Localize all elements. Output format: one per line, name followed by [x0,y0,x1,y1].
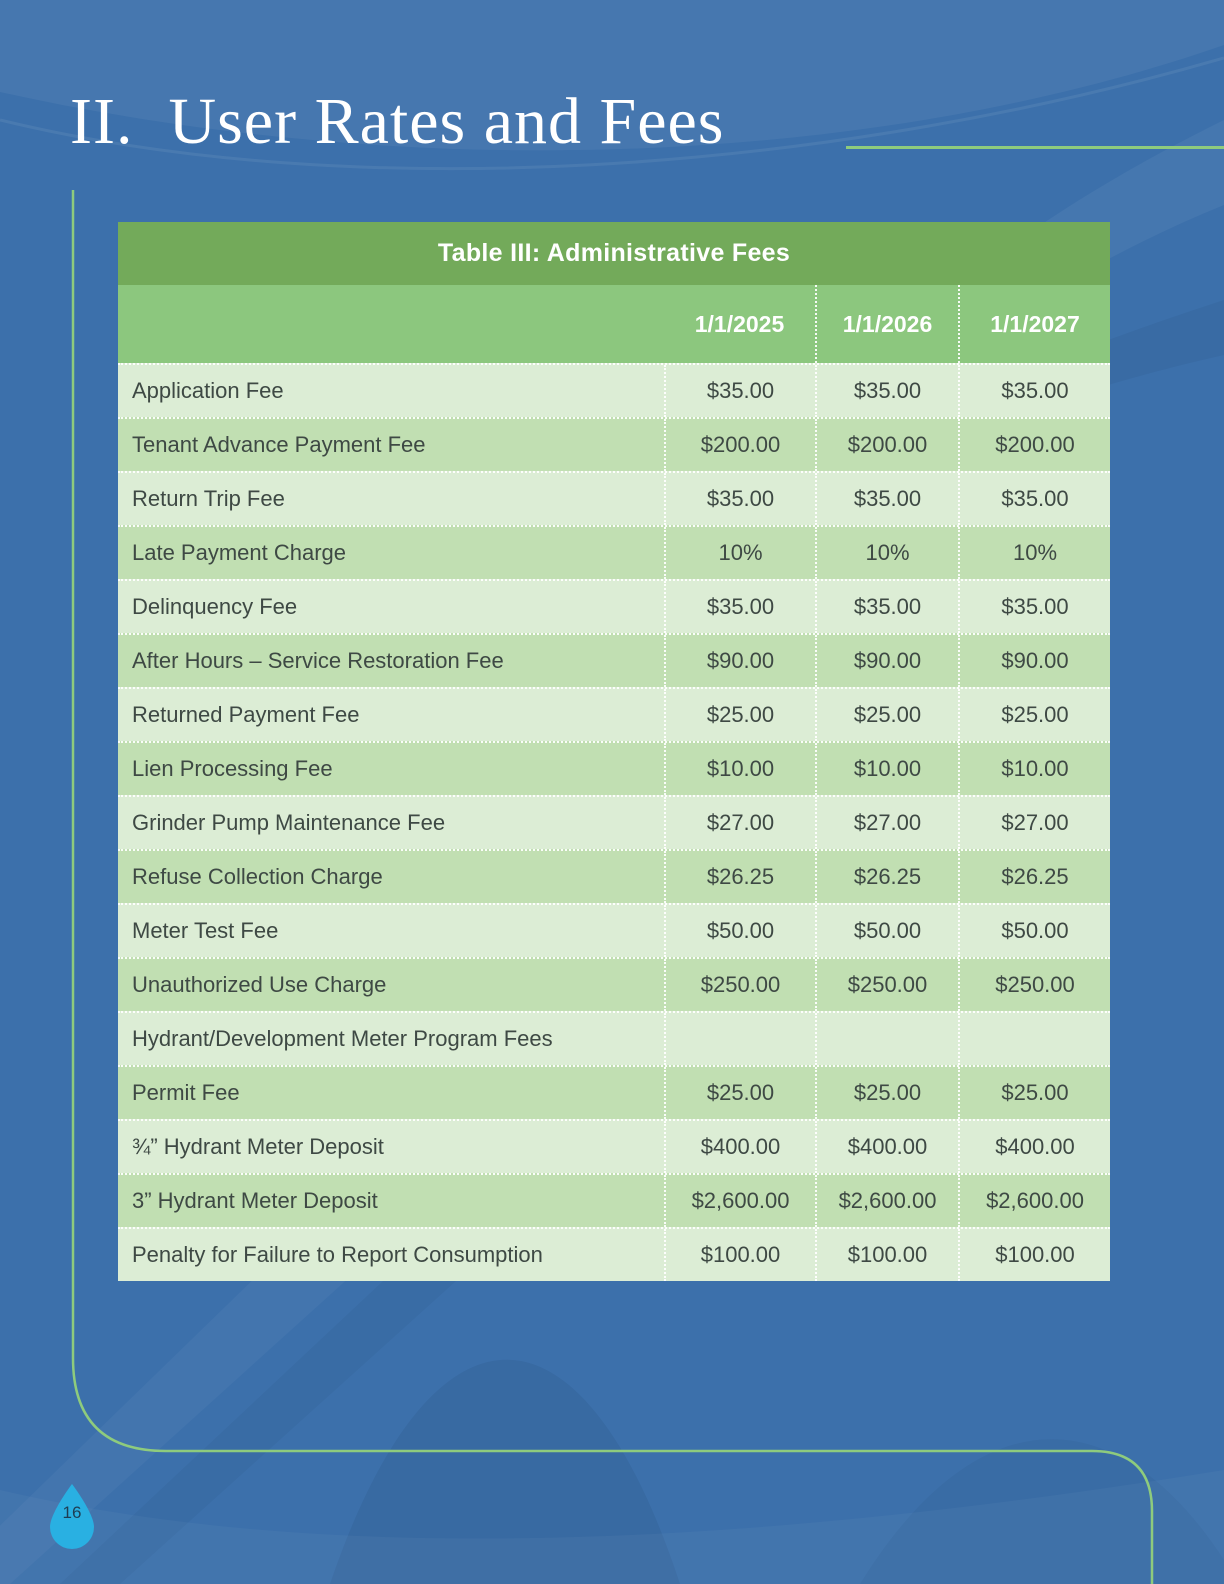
row-value: $27.00 [815,797,958,849]
row-value: $25.00 [815,689,958,741]
row-label: ¾” Hydrant Meter Deposit [132,1134,384,1159]
row-label: Grinder Pump Maintenance Fee [132,810,446,835]
row-value: $35.00 [664,365,815,417]
page-number-marker [46,1482,98,1550]
row-value: $250.00 [815,959,958,1011]
row-label: Late Payment Charge [132,540,347,565]
row-label: Delinquency Fee [132,594,298,619]
row-value [815,1013,958,1065]
title-accent-line [846,146,1224,149]
row-value: $26.25 [664,851,815,903]
row-label: Tenant Advance Payment Fee [132,432,426,457]
column-header-2027: 1/1/2027 [958,285,1110,363]
row-value: $100.00 [664,1229,815,1281]
table-row [118,687,1110,741]
row-label: Returned Payment Fee [132,702,360,727]
table-row [118,957,1110,1011]
page-number: 16 [62,1503,82,1522]
row-value: $10.00 [664,743,815,795]
table-row [118,1011,1110,1065]
row-value: $35.00 [958,365,1110,417]
row-value: $25.00 [815,1067,958,1119]
row-label: Application Fee [132,378,284,403]
table-row [118,417,1110,471]
row-value: $400.00 [815,1121,958,1173]
row-value: $50.00 [664,905,815,957]
row-value: $35.00 [958,581,1110,633]
table-row [118,849,1110,903]
row-label: Permit Fee [132,1080,240,1105]
row-label: Return Trip Fee [132,486,285,511]
row-label: 3” Hydrant Meter Deposit [132,1188,378,1213]
table-row [118,795,1110,849]
row-value: $35.00 [664,473,815,525]
row-label: After Hours – Service Restoration Fee [132,648,504,673]
table-body [118,363,1110,1281]
row-value: $35.00 [664,581,815,633]
row-value: $200.00 [958,419,1110,471]
row-value: $50.00 [815,905,958,957]
row-value [958,1013,1110,1065]
row-label: Refuse Collection Charge [132,864,383,889]
row-value: $400.00 [958,1121,1110,1173]
table-row [118,633,1110,687]
column-spacer [118,285,664,363]
row-value: $90.00 [815,635,958,687]
table-row [118,741,1110,795]
row-value: $200.00 [815,419,958,471]
row-value: $400.00 [664,1121,815,1173]
row-value: $35.00 [815,581,958,633]
table-row [118,1173,1110,1227]
row-value: 10% [815,527,958,579]
column-header-2025: 1/1/2025 [694,310,785,337]
table-row [118,363,1110,417]
row-value: $25.00 [664,1067,815,1119]
row-value: $35.00 [815,473,958,525]
table-row [118,1227,1110,1281]
row-value: $2,600.00 [664,1175,815,1227]
column-header-2026: 1/1/2026 [815,285,958,363]
row-value: $2,600.00 [958,1175,1110,1227]
row-value: $90.00 [958,635,1110,687]
row-value: $26.25 [815,851,958,903]
row-value: $35.00 [958,473,1110,525]
table-row [118,903,1110,957]
table-header-row [118,285,1110,363]
admin-fees-table [118,222,1110,1281]
row-value: $25.00 [958,1067,1110,1119]
row-label: Unauthorized Use Charge [132,972,387,997]
row-value: $200.00 [664,419,815,471]
row-label: Lien Processing Fee [132,756,333,781]
row-value: 10% [958,527,1110,579]
row-value: $35.00 [815,365,958,417]
row-value: $90.00 [664,635,815,687]
table-row [118,1065,1110,1119]
row-value: $25.00 [664,689,815,741]
table-row [118,471,1110,525]
row-label: Penalty for Failure to Report Consumption [132,1242,543,1267]
row-label: Meter Test Fee [132,918,279,943]
table-row [118,579,1110,633]
row-value: $25.00 [958,689,1110,741]
row-value: $10.00 [958,743,1110,795]
row-value: $50.00 [958,905,1110,957]
row-value: $100.00 [815,1229,958,1281]
row-value: $10.00 [815,743,958,795]
row-value: $250.00 [958,959,1110,1011]
table-row [118,525,1110,579]
row-value: $26.25 [958,851,1110,903]
row-value: $27.00 [664,797,815,849]
row-value: $250.00 [664,959,815,1011]
row-label: Hydrant/Development Meter Program Fees [132,1026,553,1051]
row-value: $100.00 [958,1229,1110,1281]
row-value: $27.00 [958,797,1110,849]
page-title: II. User Rates and Fees [70,85,725,158]
row-value: 10% [664,527,815,579]
table-row [118,1119,1110,1173]
row-value [664,1013,815,1065]
table-title: Table III: Administrative Fees [118,222,1110,285]
row-value: $2,600.00 [815,1175,958,1227]
